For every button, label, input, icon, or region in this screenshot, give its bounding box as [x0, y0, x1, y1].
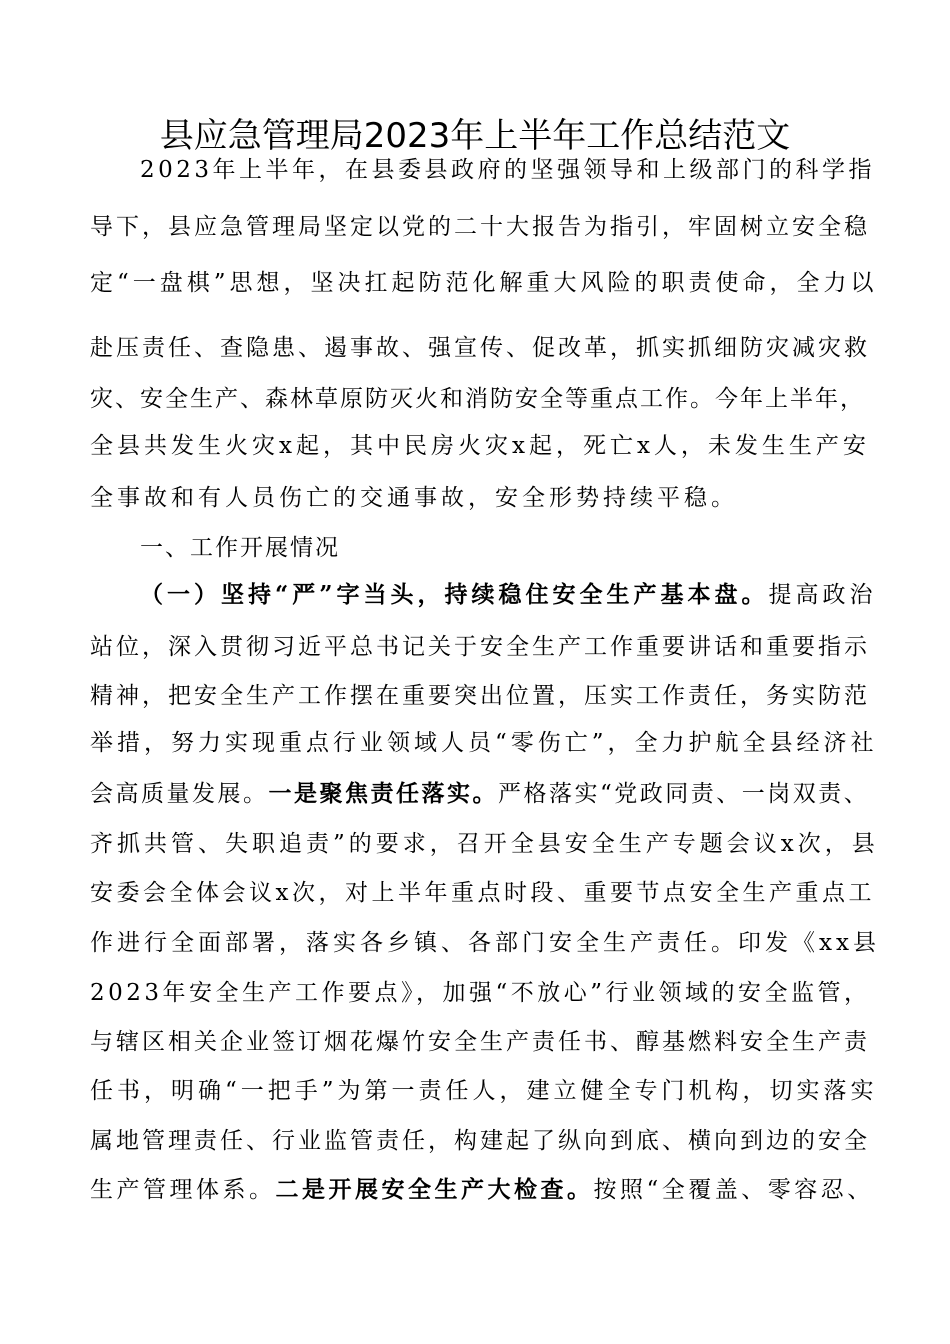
section-heading: 一、工作开展情况 — [140, 535, 340, 561]
paragraph-line: 安委会全体会议x次，对上半年重点时段、重要节点安全生产重点工 — [90, 880, 875, 906]
paragraph-text: 按照“全覆盖、零容忍、 — [593, 1177, 874, 1203]
paragraph-line: 属地管理责任、行业监管责任，构建起了纵向到底、横向到边的安全 — [90, 1128, 870, 1154]
paragraph-line: 站位，深入贯彻习近平总书记关于安全生产工作重要讲话和重要指示 — [90, 634, 870, 660]
paragraph-line: 全县共发生火灾x起，其中民房火灾x起，死亡x人，未发生生产安 — [90, 433, 870, 459]
document-title: 县应急管理局2023年上半年工作总结范文 — [159, 116, 791, 156]
paragraph-line: 精神，把安全生产工作摆在重要突出位置，压实工作责任，务实防范 — [90, 683, 870, 709]
point-heading: 二是开展安全生产大检查。 — [275, 1176, 594, 1203]
paragraph-line: 2023年安全生产工作要点》，加强“不放心”行业领域的安全监管， — [90, 980, 871, 1006]
paragraph-text: 提高政治 — [768, 582, 877, 608]
subsection-first-line — [140, 580, 880, 610]
paragraph-line: 作进行全面部署，落实各乡镇、各部门安全生产责任。印发《xx县 — [90, 930, 880, 956]
point-heading: 一是聚焦责任落实。 — [268, 780, 498, 807]
paragraph-line: 2023年上半年，在县委县政府的坚强领导和上级部门的科学指 — [140, 157, 876, 183]
paragraph-line: 举措，努力实现重点行业领域人员“零伤亡”，全力护航全县经济社 — [90, 730, 878, 756]
paragraph-line: 赴压责任、查隐患、遏事故、强宣传、促改革，抓实抓细防灾减灾救 — [90, 335, 870, 361]
paragraph-line: 定“一盘棋”思想，坚决扛起防范化解重大风险的职责使命，全力以 — [90, 270, 878, 296]
paragraph-text: 会高质量发展。 — [90, 781, 269, 807]
paragraph-line: 任书，明确“一把手”为第一责任人，建立健全专门机构，切实落实 — [90, 1078, 878, 1104]
subsection-title: （一）坚持“严”字当头，持续稳住安全生产基本盘。 — [140, 581, 769, 608]
paragraph-line: 灾、安全生产、森林草原防灭火和消防安全等重点工作。今年上半年， — [90, 386, 865, 412]
paragraph-text: 严格落实“党政同责、一岗双责、 — [498, 781, 870, 807]
paragraph-line-mixed — [90, 779, 880, 809]
paragraph-line-mixed — [90, 1175, 880, 1205]
paragraph-text: 生产管理体系。 — [90, 1177, 276, 1203]
paragraph-line: 与辖区相关企业签订烟花爆竹安全生产责任书、醇基燃料安全生产责 — [90, 1029, 870, 1055]
paragraph-line: 导下，县应急管理局坚定以党的二十大报告为指引，牢固树立安全稳 — [90, 214, 870, 240]
paragraph-line: 全事故和有人员伤亡的交通事故，安全形势持续平稳。 — [90, 485, 738, 511]
paragraph-line: 齐抓共管、失职追责”的要求，召开全县安全生产专题会议x次，县 — [90, 831, 879, 857]
